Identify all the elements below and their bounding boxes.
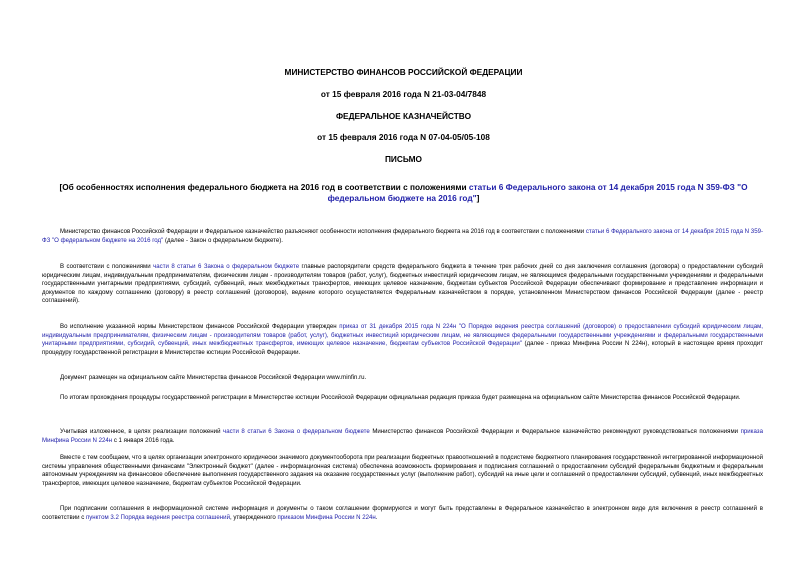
paragraph-7 — [42, 454, 763, 488]
paragraph-3-text-b: (далее - приказ Минфина России N 224н), который в настоящее время проходит процедуру государственной регистрации в Министерстве юстиции Российской Федерации. — [42, 340, 763, 356]
paragraph-3 — [42, 323, 763, 357]
paragraph-7-text: Вместе с тем сообщаем, что в целях организации электронного юридически значимого документооборота при реализации бюджетных правоотношений в подсистеме бюджетного планирования государственной интегрированной информационной системы управления общественными финансами "Электронный бюджет" (далее - информационная система) обеспечена возможность формирования и подписания соглашений о предоставлении субсидий федеральным бюджетным и федеральным автономным учреждениям на финансовое обеспечение выполнения государственного задания на оказание государственных услуг (выполнение работ), субсидий на иные цели и соглашений о предоставлении субсидий, субвенций, иных межбюджетных трансфертов, имеющих целевое назначение, бюджетам субъектов Российской Федерации. — [42, 454, 763, 487]
paragraph-6-law-link[interactable]: части 8 статьи 6 Закона о федеральном бюджете — [223, 428, 370, 436]
paragraph-5 — [42, 394, 763, 403]
document-type: ПИСЬМО — [384, 154, 423, 164]
paragraph-1 — [42, 228, 763, 245]
paragraph-8-text-a: При подписании соглашения в информационной системе информация и документы о таком соглашении формируются и могут быть представлены в Федеральное казначейство в электронном виде для включения в реестр соглашений в соответствии с — [42, 505, 763, 521]
paragraph-1-text-b: (далее - Закон о федеральном бюджете). — [163, 236, 283, 244]
paragraph-8-text-c: . — [375, 513, 378, 521]
paragraph-6-text-a: Учитывая изложенное, в целях реализации положений — [60, 428, 224, 436]
paragraph-6-text-b: Министерство финансов Российской Федерации и Федеральное казначейство рекомендуют руководствоваться положениями — [369, 428, 741, 436]
paragraph-4 — [42, 374, 763, 383]
paragraph-2-text-a: В соответствии с положениями — [60, 263, 154, 271]
treasury-title: ФЕДЕРАЛЬНОЕ КАЗНАЧЕЙСТВО — [335, 111, 472, 121]
ministry-title: МИНИСТЕРСТВО ФИНАНСОВ РОССИЙСКОЙ ФЕДЕРАЦИИ — [284, 67, 523, 77]
ministry-date: от 15 февраля 2016 года N 21-03-04/7848 — [320, 89, 487, 99]
paragraph-2-law-link[interactable]: части 8 статьи 6 Закона о федеральном бюджете — [153, 263, 300, 271]
paragraph-4-text: Документ размещен на официальном сайте Министерства финансов Российской Федерации www.minfin.ru. — [60, 374, 367, 382]
paragraph-6-text-c: с 1 января 2016 года. — [112, 436, 175, 444]
treasury-date: от 15 февраля 2016 года N 07-04-05/05-108 — [317, 132, 490, 142]
paragraph-1-law-link[interactable]: статьи 6 Федерального закона от 14 декабря 2015 года N 359-ФЗ "О федеральном бюджете на 2016 год" — [42, 228, 764, 244]
subject-text-start: [Об особенностях исполнения федерального бюджета на 2016 год в соответствии с положениями — [59, 182, 469, 192]
paragraph-8 — [42, 505, 763, 522]
paragraph-3-order-link[interactable]: приказ от 31 декабря 2015 года N 224н "О Порядке ведения реестра соглашений (договоров) о предоставлении субсидий юридическим лицам, индивидуальным предпринимателям, физическим лицам - производителям товаров (работ, услуг), бюджетных инвестиций юридическим лицам, не являющимся федеральными государственными учреждениями и федеральными государственными унитарными предприятиями, субсидий, субвенций, иных межбюджетных трансфертов, имеющих целевое назначение, бюджетам субъектов Российской Федерации" — [42, 323, 764, 348]
paragraph-5-text: По итогам прохождения процедуры государственной регистрации в Министерстве юстиции Российской Федерации официальная редакция приказа будет размещена на официальном сайте Министерства финансов Российской Федерации. — [60, 394, 741, 402]
paragraph-6 — [42, 428, 763, 445]
paragraph-2-text-b: главные распорядители средств федерального бюджета в течение трех рабочих дней со дня заключения соглашения (договора) о предоставлении субсидий юридическим лицам, индивидуальным предпринимателям, физическим лицам - производителям товаров (работ, услуг), бюджетных инвестиций юридическим лицам, не являющимся федеральными государственными учреждениями и федеральными государственными унитарными предприятиями, субсидий, субвенций, иных межбюджетных трансфертов, имеющих целевое назначение, бюджетам субъектов Российской Федерации обеспечивают формирование и представление информации и документов по каждому соглашению (договору) в реестр соглашений (договоров), ведение которого осуществляется Федеральным казначейством в порядке, установленном Министерством финансов Российской Федерации (далее - реестр соглашений). — [42, 263, 763, 305]
paragraph-6-order-link[interactable]: приказа Минфина России N 224н — [42, 428, 763, 444]
paragraph-8-text-b: , утвержденного — [229, 513, 278, 521]
paragraph-2 — [42, 263, 763, 306]
subject-text-end: ] — [476, 193, 480, 203]
paragraph-3-text-a: Во исполнение указанной нормы Министерством финансов Российской Федерации утвержден — [60, 323, 340, 331]
paragraph-1-text-a: Министерство финансов Российской Федерации и Федеральное казначейство разъясняют особенности исполнения федерального бюджета на 2016 год в соответствии с положениями — [60, 228, 586, 236]
document-subject — [36, 182, 771, 204]
subject-law-link[interactable]: статьи 6 Федерального закона от 14 декабря 2015 года N 359-ФЗ "О федеральном бюджете на 2016 год" — [327, 182, 748, 203]
paragraph-8-order-link[interactable]: приказом Минфина России N 224н — [277, 513, 376, 521]
paragraph-8-procedure-link[interactable]: пунктом 3.2 Порядка ведения реестра соглашений — [85, 513, 230, 521]
